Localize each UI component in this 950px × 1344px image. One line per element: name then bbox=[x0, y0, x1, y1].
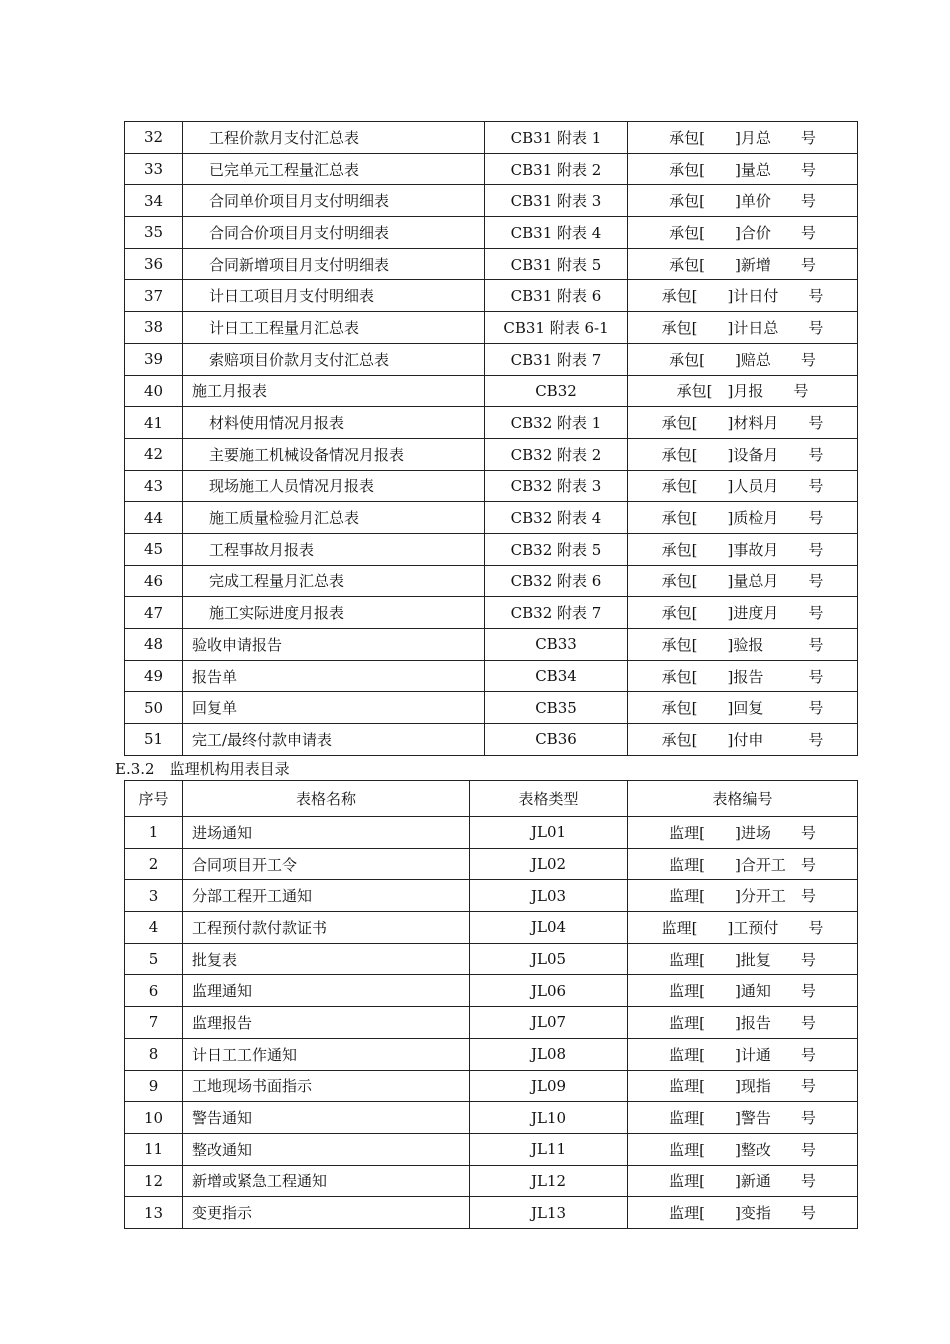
table-row bbox=[125, 280, 858, 312]
table-row bbox=[125, 1007, 858, 1039]
form-code: 承包[ ]材料月 号 bbox=[628, 407, 858, 439]
form-code: 承包[ ]设备月 号 bbox=[628, 438, 858, 470]
form-type: CB31 附表 1 bbox=[485, 122, 628, 154]
form-name: 现场施工人员情况月报表 bbox=[183, 470, 485, 502]
form-type: CB31 附表 5 bbox=[485, 248, 628, 280]
table-row bbox=[125, 185, 858, 217]
form-code: 承包[ ]计日总 号 bbox=[628, 312, 858, 344]
form-code: 承包[ ]验报 号 bbox=[628, 629, 858, 661]
form-type: CB31 附表 2 bbox=[485, 153, 628, 185]
row-number: 49 bbox=[125, 660, 183, 692]
form-type: CB32 附表 7 bbox=[485, 597, 628, 629]
form-name: 验收申请报告 bbox=[183, 629, 485, 661]
form-name: 已完单元工程量汇总表 bbox=[183, 153, 485, 185]
form-name: 施工实际进度月报表 bbox=[183, 597, 485, 629]
form-code: 监理[ ]批复 号 bbox=[628, 943, 858, 975]
header-type: 表格类型 bbox=[470, 781, 628, 817]
form-type: CB32 附表 1 bbox=[485, 407, 628, 439]
form-name: 报告单 bbox=[183, 660, 485, 692]
table-row bbox=[125, 533, 858, 565]
table-row bbox=[125, 724, 858, 756]
form-name: 变更指示 bbox=[183, 1197, 470, 1229]
row-number: 48 bbox=[125, 629, 183, 661]
form-code: 监理[ ]分开工 号 bbox=[628, 880, 858, 912]
form-name: 监理通知 bbox=[183, 975, 470, 1007]
table-row bbox=[125, 122, 858, 154]
form-name: 合同新增项目月支付明细表 bbox=[183, 248, 485, 280]
form-name: 合同合价项目月支付明细表 bbox=[183, 217, 485, 249]
row-number: 40 bbox=[125, 375, 183, 407]
row-number: 36 bbox=[125, 248, 183, 280]
row-number: 33 bbox=[125, 153, 183, 185]
form-name: 工程预付款付款证书 bbox=[183, 912, 470, 944]
row-number: 51 bbox=[125, 724, 183, 756]
contractor-forms-table bbox=[124, 121, 858, 756]
form-name: 整改通知 bbox=[183, 1133, 470, 1165]
form-name: 新增或紧急工程通知 bbox=[183, 1165, 470, 1197]
row-number: 42 bbox=[125, 438, 183, 470]
form-type: CB32 bbox=[485, 375, 628, 407]
form-type: CB31 附表 7 bbox=[485, 343, 628, 375]
form-type: CB32 附表 3 bbox=[485, 470, 628, 502]
row-number: 39 bbox=[125, 343, 183, 375]
form-type: CB33 bbox=[485, 629, 628, 661]
row-number: 34 bbox=[125, 185, 183, 217]
form-code: 监理[ ]工预付 号 bbox=[628, 912, 858, 944]
form-code: 承包[ ]月报 号 bbox=[628, 375, 858, 407]
table-row bbox=[125, 817, 858, 849]
form-name: 分部工程开工通知 bbox=[183, 880, 470, 912]
section-heading: E.3.2 监理机构用表目录 bbox=[115, 760, 290, 778]
form-code: 承包[ ]付申 号 bbox=[628, 724, 858, 756]
form-type: JL08 bbox=[470, 1038, 628, 1070]
form-code: 承包[ ]赔总 号 bbox=[628, 343, 858, 375]
form-code: 承包[ ]质检月 号 bbox=[628, 502, 858, 534]
table-row bbox=[125, 153, 858, 185]
row-number: 8 bbox=[125, 1038, 183, 1070]
form-type: CB31 附表 6-1 bbox=[485, 312, 628, 344]
form-type: JL05 bbox=[470, 943, 628, 975]
form-code: 承包[ ]月总 号 bbox=[628, 122, 858, 154]
form-type: CB32 附表 6 bbox=[485, 565, 628, 597]
form-name: 批复表 bbox=[183, 943, 470, 975]
form-code: 承包[ ]报告 号 bbox=[628, 660, 858, 692]
table-row bbox=[125, 912, 858, 944]
form-type: JL01 bbox=[470, 817, 628, 849]
form-type: CB31 附表 6 bbox=[485, 280, 628, 312]
table-row bbox=[125, 565, 858, 597]
table-row bbox=[125, 407, 858, 439]
table-row bbox=[125, 629, 858, 661]
form-name: 完工/最终付款申请表 bbox=[183, 724, 485, 756]
table-row bbox=[125, 660, 858, 692]
form-name: 进场通知 bbox=[183, 817, 470, 849]
form-code: 承包[ ]人员月 号 bbox=[628, 470, 858, 502]
table-row bbox=[125, 312, 858, 344]
form-code: 承包[ ]单价 号 bbox=[628, 185, 858, 217]
table-row bbox=[125, 597, 858, 629]
form-type: CB32 附表 5 bbox=[485, 533, 628, 565]
form-type: CB31 附表 3 bbox=[485, 185, 628, 217]
form-type: JL11 bbox=[470, 1133, 628, 1165]
row-number: 50 bbox=[125, 692, 183, 724]
table-row bbox=[125, 1165, 858, 1197]
form-type: JL07 bbox=[470, 1007, 628, 1039]
form-type: JL03 bbox=[470, 880, 628, 912]
row-number: 13 bbox=[125, 1197, 183, 1229]
form-code: 承包[ ]合价 号 bbox=[628, 217, 858, 249]
form-name: 回复单 bbox=[183, 692, 485, 724]
row-number: 9 bbox=[125, 1070, 183, 1102]
contractor-forms-body bbox=[125, 122, 858, 756]
row-number: 46 bbox=[125, 565, 183, 597]
form-name: 工程事故月报表 bbox=[183, 533, 485, 565]
form-code: 监理[ ]进场 号 bbox=[628, 817, 858, 849]
form-type: JL09 bbox=[470, 1070, 628, 1102]
row-number: 47 bbox=[125, 597, 183, 629]
form-name: 索赔项目价款月支付汇总表 bbox=[183, 343, 485, 375]
row-number: 37 bbox=[125, 280, 183, 312]
table-row bbox=[125, 1197, 858, 1229]
row-number: 12 bbox=[125, 1165, 183, 1197]
form-type: CB36 bbox=[485, 724, 628, 756]
form-name: 工地现场书面指示 bbox=[183, 1070, 470, 1102]
form-name: 计日工项目月支付明细表 bbox=[183, 280, 485, 312]
form-name: 完成工程量月汇总表 bbox=[183, 565, 485, 597]
table-row bbox=[125, 1102, 858, 1134]
form-type: JL04 bbox=[470, 912, 628, 944]
table-row bbox=[125, 1070, 858, 1102]
form-name: 警告通知 bbox=[183, 1102, 470, 1134]
row-number: 45 bbox=[125, 533, 183, 565]
form-name: 计日工工作通知 bbox=[183, 1038, 470, 1070]
form-name: 工程价款月支付汇总表 bbox=[183, 122, 485, 154]
form-code: 承包[ ]事故月 号 bbox=[628, 533, 858, 565]
table-row bbox=[125, 470, 858, 502]
row-number: 32 bbox=[125, 122, 183, 154]
form-type: JL06 bbox=[470, 975, 628, 1007]
form-code: 承包[ ]量总 号 bbox=[628, 153, 858, 185]
form-type: CB32 附表 2 bbox=[485, 438, 628, 470]
form-code: 承包[ ]新增 号 bbox=[628, 248, 858, 280]
form-type: JL13 bbox=[470, 1197, 628, 1229]
row-number: 38 bbox=[125, 312, 183, 344]
form-code: 监理[ ]现指 号 bbox=[628, 1070, 858, 1102]
form-code: 监理[ ]新通 号 bbox=[628, 1165, 858, 1197]
supervisor-forms-table bbox=[124, 780, 858, 1229]
form-code: 承包[ ]进度月 号 bbox=[628, 597, 858, 629]
row-number: 44 bbox=[125, 502, 183, 534]
form-code: 承包[ ]回复 号 bbox=[628, 692, 858, 724]
form-type: CB34 bbox=[485, 660, 628, 692]
header-code: 表格编号 bbox=[628, 781, 858, 817]
row-number: 10 bbox=[125, 1102, 183, 1134]
row-number: 2 bbox=[125, 848, 183, 880]
form-name: 合同项目开工令 bbox=[183, 848, 470, 880]
form-code: 监理[ ]计通 号 bbox=[628, 1038, 858, 1070]
row-number: 43 bbox=[125, 470, 183, 502]
form-code: 监理[ ]警告 号 bbox=[628, 1102, 858, 1134]
table-row bbox=[125, 375, 858, 407]
form-code: 监理[ ]合开工 号 bbox=[628, 848, 858, 880]
table-row bbox=[125, 975, 858, 1007]
form-name: 监理报告 bbox=[183, 1007, 470, 1039]
form-code: 监理[ ]通知 号 bbox=[628, 975, 858, 1007]
table-row bbox=[125, 1133, 858, 1165]
form-type: CB32 附表 4 bbox=[485, 502, 628, 534]
form-type: JL02 bbox=[470, 848, 628, 880]
table-row bbox=[125, 502, 858, 534]
table-row bbox=[125, 1038, 858, 1070]
row-number: 7 bbox=[125, 1007, 183, 1039]
table-row bbox=[125, 943, 858, 975]
row-number: 11 bbox=[125, 1133, 183, 1165]
form-name: 主要施工机械设备情况月报表 bbox=[183, 438, 485, 470]
form-name: 合同单价项目月支付明细表 bbox=[183, 185, 485, 217]
form-code: 监理[ ]变指 号 bbox=[628, 1197, 858, 1229]
row-number: 6 bbox=[125, 975, 183, 1007]
row-number: 3 bbox=[125, 880, 183, 912]
form-type: JL10 bbox=[470, 1102, 628, 1134]
form-name: 材料使用情况月报表 bbox=[183, 407, 485, 439]
row-number: 41 bbox=[125, 407, 183, 439]
form-name: 计日工工程量月汇总表 bbox=[183, 312, 485, 344]
table-row bbox=[125, 848, 858, 880]
row-number: 1 bbox=[125, 817, 183, 849]
table-header-row bbox=[125, 781, 858, 817]
form-type: CB31 附表 4 bbox=[485, 217, 628, 249]
supervisor-forms-body bbox=[125, 817, 858, 1229]
table-row bbox=[125, 880, 858, 912]
form-type: JL12 bbox=[470, 1165, 628, 1197]
header-name: 表格名称 bbox=[183, 781, 470, 817]
table-row bbox=[125, 438, 858, 470]
form-code: 承包[ ]量总月 号 bbox=[628, 565, 858, 597]
form-code: 监理[ ]报告 号 bbox=[628, 1007, 858, 1039]
form-name: 施工质量检验月汇总表 bbox=[183, 502, 485, 534]
form-type: CB35 bbox=[485, 692, 628, 724]
table-row bbox=[125, 343, 858, 375]
table-row bbox=[125, 217, 858, 249]
table-row bbox=[125, 248, 858, 280]
table-row bbox=[125, 692, 858, 724]
form-code: 承包[ ]计日付 号 bbox=[628, 280, 858, 312]
header-no: 序号 bbox=[125, 781, 183, 817]
row-number: 4 bbox=[125, 912, 183, 944]
form-code: 监理[ ]整改 号 bbox=[628, 1133, 858, 1165]
form-name: 施工月报表 bbox=[183, 375, 485, 407]
row-number: 5 bbox=[125, 943, 183, 975]
row-number: 35 bbox=[125, 217, 183, 249]
